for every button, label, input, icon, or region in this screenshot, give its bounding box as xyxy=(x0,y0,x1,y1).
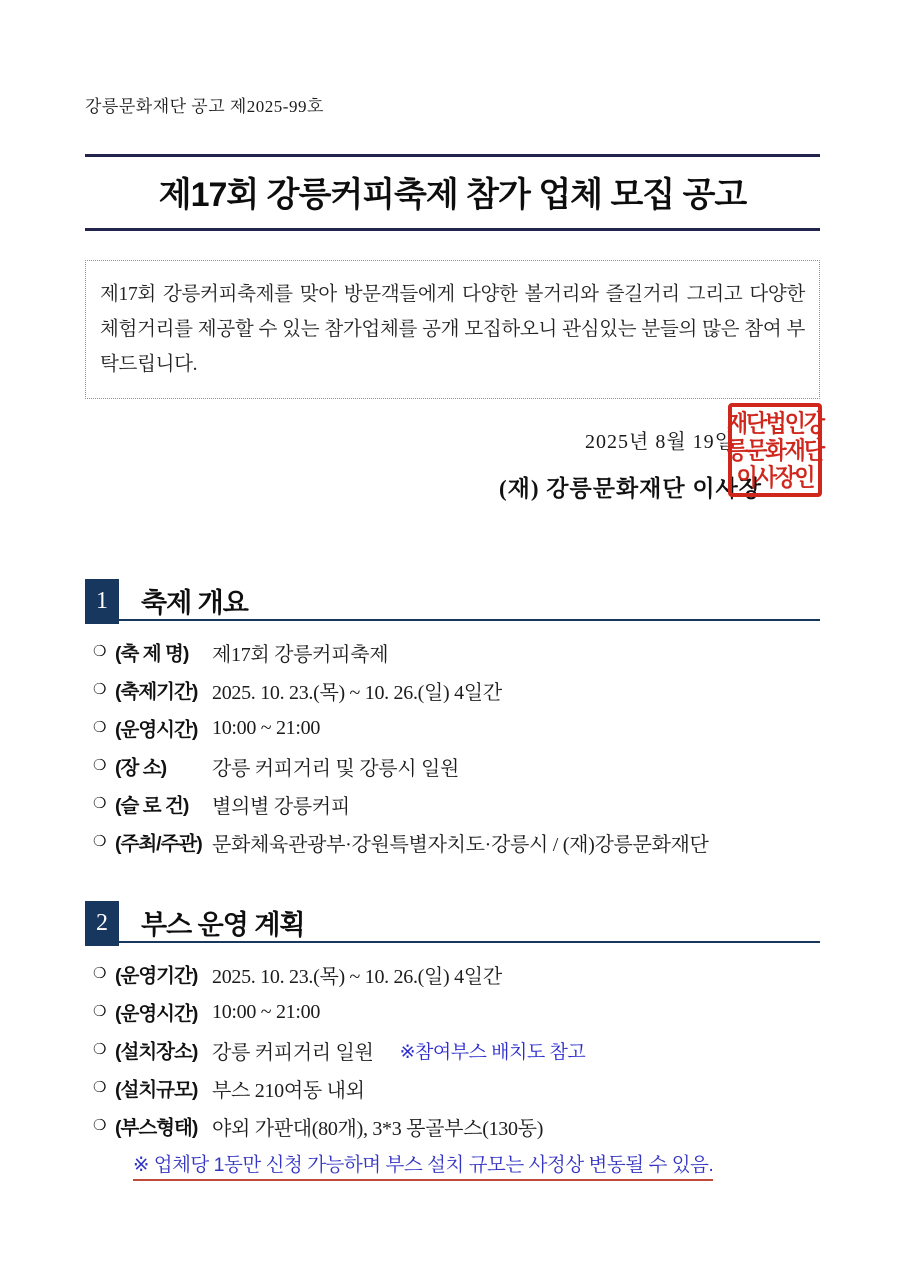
item-label: (설치장소) xyxy=(115,1041,198,1063)
item-label: (장 소) xyxy=(115,757,167,779)
item-label: (운영시간) xyxy=(115,1003,198,1025)
circle-bullet-icon: ❍ xyxy=(93,1003,107,1020)
item-value: 강릉 커피거리 및 강릉시 일원 xyxy=(212,757,460,780)
circle-bullet-icon: ❍ xyxy=(93,1117,107,1134)
list-item xyxy=(93,1031,820,1069)
intro-box xyxy=(85,260,820,399)
announcement-date: 2025년 8월 19일 xyxy=(585,431,735,453)
circle-bullet-icon: ❍ xyxy=(93,757,107,774)
item-label: (축제기간) xyxy=(115,681,198,703)
circle-bullet-icon: ❍ xyxy=(93,1041,107,1058)
item-value: 10:00 ~ 21:00 xyxy=(212,1000,321,1023)
circle-bullet-icon: ❍ xyxy=(93,795,107,812)
section-1-header xyxy=(85,577,820,621)
list-item xyxy=(93,1107,820,1145)
section-2-title: 부스 운영 계획 xyxy=(141,910,305,940)
item-value: 2025. 10. 23.(목) ~ 10. 26.(일) 4일간 xyxy=(212,681,502,704)
item-label: (주최/주관) xyxy=(115,833,202,855)
list-item xyxy=(93,747,820,785)
reference-note: ※참여부스 배치도 참고 xyxy=(399,1041,586,1063)
circle-bullet-icon: ❍ xyxy=(93,1079,107,1096)
item-label: (슬 로 건) xyxy=(115,795,189,817)
list-item xyxy=(93,1069,820,1107)
seal-text-row: 릉문화재단 xyxy=(726,436,824,464)
list-item xyxy=(93,823,820,861)
item-label: (설치규모) xyxy=(115,1079,198,1101)
item-value: 2025. 10. 23.(목) ~ 10. 26.(일) 4일간 xyxy=(212,965,502,988)
item-value: 문화체육관광부·강원특별자치도·강릉시 / (재)강릉문화재단 xyxy=(212,833,709,856)
signature-area xyxy=(85,409,824,525)
item-value: 야외 가판대(80개), 3*3 몽골부스(130동) xyxy=(212,1117,544,1140)
list-item xyxy=(93,709,820,747)
doc-number: 강릉문화재단 공고 제2025-99호 xyxy=(85,97,324,116)
item-label: (운영시간) xyxy=(115,719,198,741)
item-label: (부스형태) xyxy=(115,1117,198,1139)
item-value: 별의별 강릉커피 xyxy=(212,795,350,818)
section-1-title: 축제 개요 xyxy=(141,588,248,618)
seal-text-row: 이사장인 xyxy=(736,463,814,491)
list-item xyxy=(93,993,820,1031)
item-label: (운영기간) xyxy=(115,965,198,987)
item-value: 부스 210여동 내외 xyxy=(212,1079,365,1102)
item-value: 10:00 ~ 21:00 xyxy=(212,716,321,739)
circle-bullet-icon: ❍ xyxy=(93,965,107,982)
section-1-items xyxy=(85,633,820,861)
section-1-number-badge: 1 xyxy=(85,579,119,624)
seal-text-row: 재단법인강 xyxy=(726,409,824,437)
item-value: 강릉 커피거리 일원 xyxy=(212,1041,374,1064)
list-item xyxy=(93,785,820,823)
list-item xyxy=(93,633,820,671)
list-item xyxy=(93,671,820,709)
section-2-header xyxy=(85,899,820,943)
item-label: (축 제 명) xyxy=(115,643,189,665)
list-item xyxy=(93,955,820,993)
intro-text: 제17회 강릉커피축제를 맞아 방문객들에게 다양한 볼거리와 즐길거리 그리고 다양한 체험거리를 제공할 수 있는 참가업체를 공개 모집하오니 관심있는 분들의 많은 참여 부탁드립니다. xyxy=(100,284,805,375)
page-title: 제17회 강릉커피축제 참가 업체 모집 공고 xyxy=(158,176,747,214)
section-2-items xyxy=(85,955,820,1145)
circle-bullet-icon: ❍ xyxy=(93,681,107,698)
circle-bullet-icon: ❍ xyxy=(93,719,107,736)
signer-name: (재) 강릉문화재단 이사장 xyxy=(499,476,762,501)
circle-bullet-icon: ❍ xyxy=(93,643,107,660)
section-2-number-badge: 2 xyxy=(85,901,119,946)
booth-restriction-footnote: ※ 업체당 1동만 신청 가능하며 부스 설치 규모는 사정상 변동될 수 있음. xyxy=(133,1149,713,1181)
circle-bullet-icon: ❍ xyxy=(93,833,107,850)
title-block xyxy=(85,154,820,231)
item-value: 제17회 강릉커피축제 xyxy=(212,643,389,666)
official-seal-stamp-icon xyxy=(728,403,822,497)
footnote-wrap xyxy=(85,1149,820,1181)
